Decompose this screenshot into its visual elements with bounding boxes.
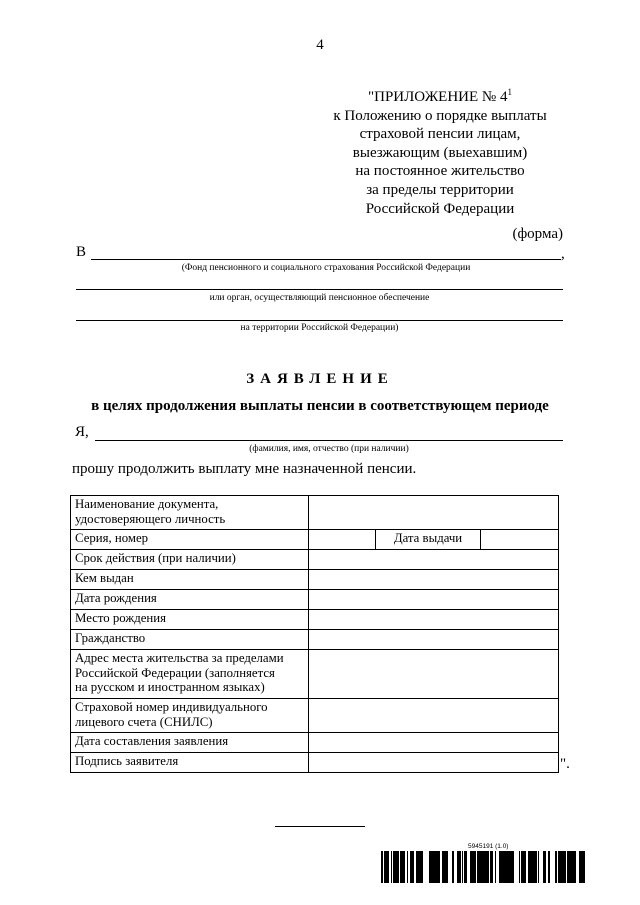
address-line-3[interactable] [76,320,563,321]
table-row [71,753,559,773]
closing-quote-mark: ". [560,756,570,772]
applicant-prefix: Я, [75,424,89,440]
field-citizenship[interactable] [309,630,559,650]
barcode-text: 5945191 (1.0) [468,843,509,850]
row-label-birth-place: Место рождения [71,610,309,630]
field-signature[interactable] [309,753,559,773]
row-label-validity: Срок действия (при наличии) [71,550,309,570]
table-row [71,650,559,699]
field-issue-date[interactable] [481,530,559,550]
document-heading: ЗАЯВЛЕНИЕ [246,371,394,387]
table-row [71,590,559,610]
address-prefix: В [76,244,87,260]
field-foreign-address[interactable] [309,650,559,699]
table-row [71,530,559,550]
row-label-snils: Страховой номер индивидуального лицевого счета (СНИЛС) [71,699,309,733]
field-issued-by[interactable] [309,570,559,590]
appendix-title-superscript: 1 [507,87,512,97]
row-label-citizenship: Гражданство [71,630,309,650]
row-label-issued-by: Кем выдан [71,570,309,590]
document-subheading: в целях продолжения выплаты пенсии в соответствующем периоде [91,398,549,414]
table-row [71,570,559,590]
row-label-birth-date: Дата рождения [71,590,309,610]
field-validity[interactable] [309,550,559,570]
address-caption-3: на территории Российской Федерации) [240,323,399,333]
address-line-2[interactable] [76,289,563,290]
row-label-series-number: Серия, номер [71,530,309,550]
appendix-header [316,88,564,218]
table-row [71,496,559,530]
address-caption-2: или орган, осуществляющий пенсионное обеспечение [209,293,430,303]
row-label-signature: Подпись заявителя [71,753,309,773]
address-trailing-comma: , [561,246,565,262]
row-label-application-date: Дата составления заявления [71,733,309,753]
address-caption-1: (Фонд пенсионного и социального страхования Российской Федерации [181,263,471,273]
field-document-name[interactable] [309,496,559,530]
table-row [71,733,559,753]
appendix-line: к Положению о порядке выплаты [333,107,547,124]
field-birth-date[interactable] [309,590,559,610]
field-application-date[interactable] [309,733,559,753]
table-row [71,630,559,650]
appendix-title [316,88,564,107]
applicant-name-line[interactable] [95,440,563,441]
field-series-number[interactable] [309,530,376,550]
appendix-line: Российской Федерации [365,200,515,217]
applicant-caption: (фамилия, имя, отчество (при наличии) [249,444,409,454]
appendix-line: на постоянное жительство [355,163,525,180]
table-row [71,699,559,733]
page-number: 4 [316,37,324,53]
field-snils[interactable] [309,699,559,733]
request-text: прошу продолжить выплату мне назначенной пенсии. [72,461,417,477]
table-row [71,550,559,570]
table-row [71,610,559,630]
row-label-document-name: Наименование документа, удостоверяющего личность [71,496,309,530]
form-label: (форма) [512,226,563,242]
appendix-title-text: "ПРИЛОЖЕНИЕ № 4 [367,89,508,105]
footer-separator [275,826,365,827]
appendix-line: за пределы территории [366,181,514,198]
issue-date-label: Дата выдачи [376,530,481,550]
row-label-foreign-address: Адрес места жительства за пределами Российской Федерации (заполняется на русском и иностранном языках) [71,650,309,699]
appendix-line: страховой пенсии лицам, [359,126,521,143]
appendix-line: выезжающим (выехавшим) [352,144,528,161]
address-line-1[interactable] [91,259,561,260]
field-birth-place[interactable] [309,610,559,630]
applicant-data-table [70,495,559,773]
barcode-icon [380,851,585,883]
